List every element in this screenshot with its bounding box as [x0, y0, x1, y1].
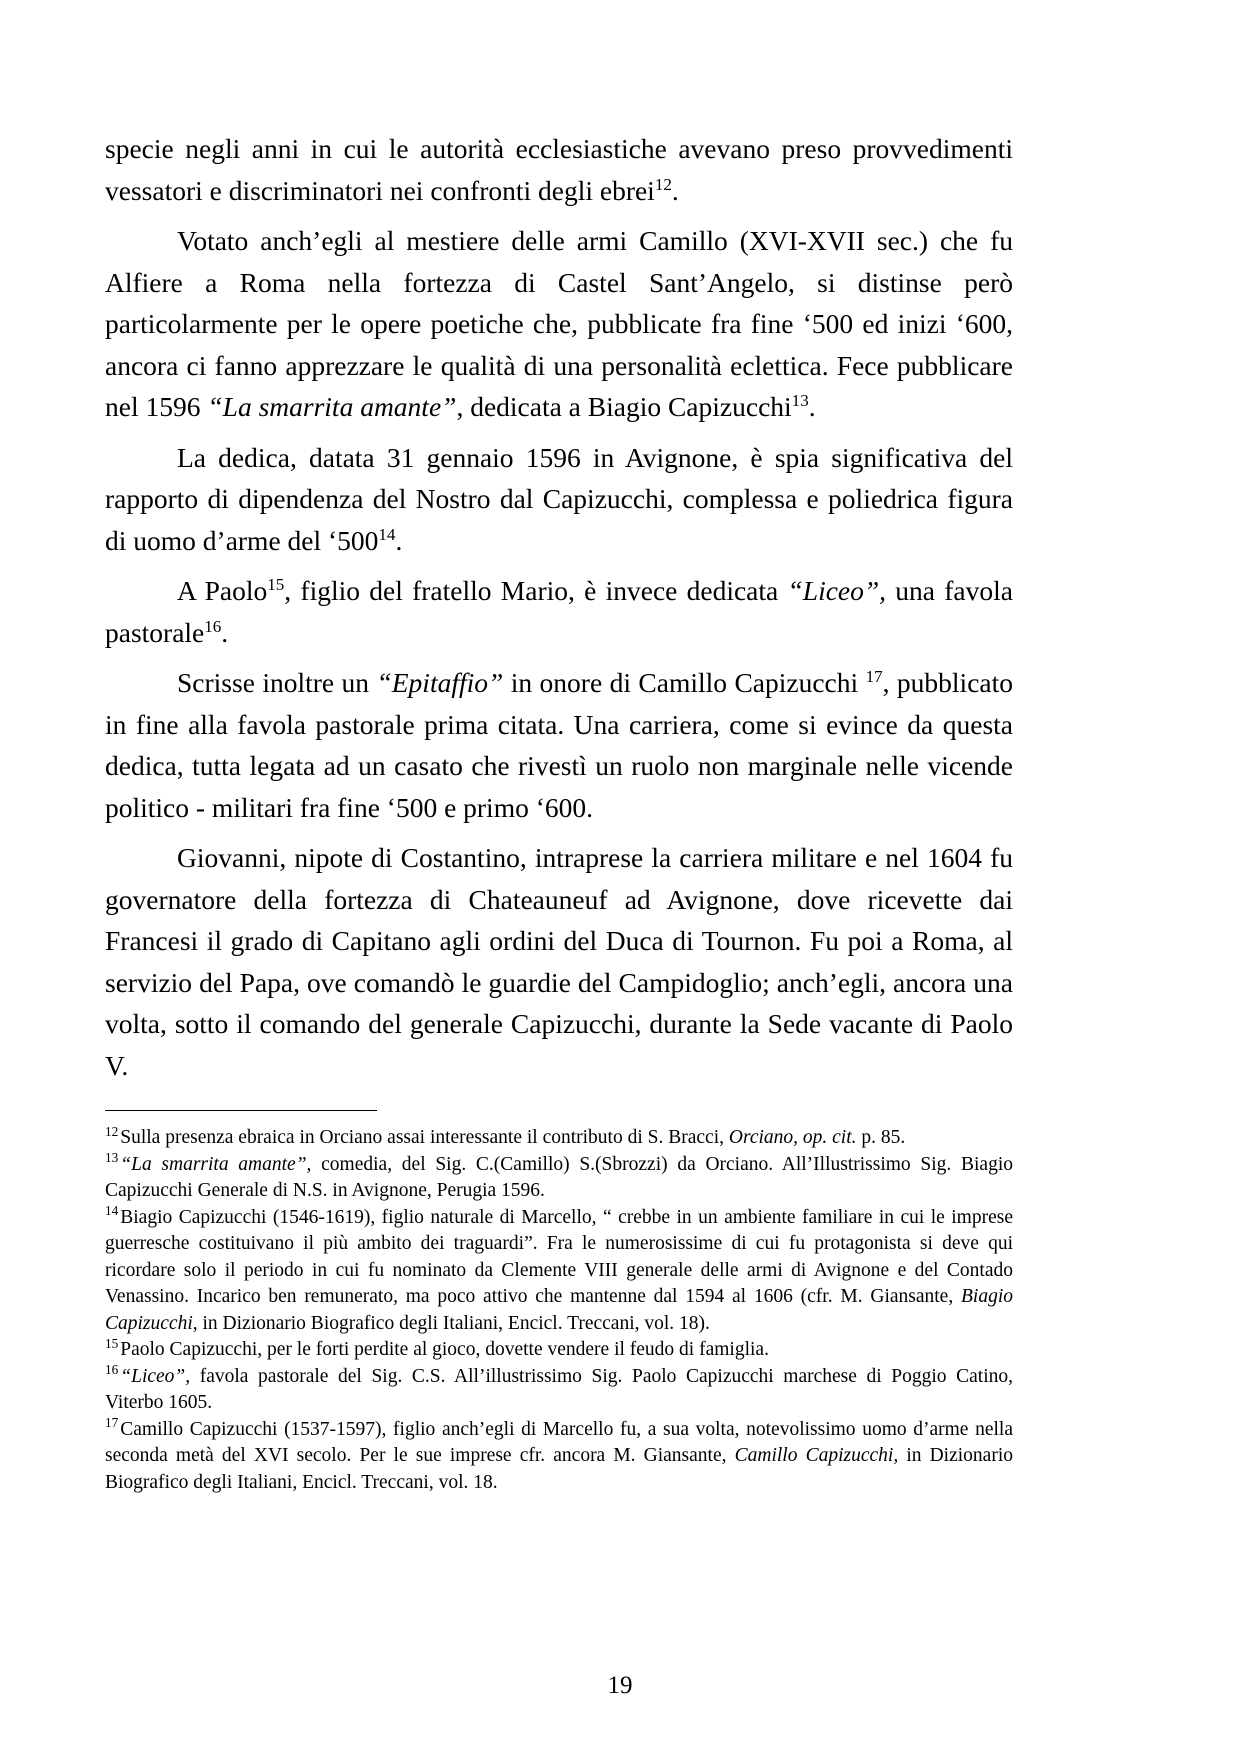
text-run: , pubblicato in fine alla favola pastorale prima citata. Una carriera, come si evince da questa dedica, tutta legata ad un casato che rivestì un ruolo non marginale nelle vicende politico - militari fra fine ‘500 e primo ‘600. — [105, 667, 1013, 823]
footnote-number: 13 — [105, 1150, 119, 1165]
par-dedica — [105, 437, 1013, 562]
text-run: in Dizionario Biografico degli Italiani, Encicl. Treccani, vol. 18. — [105, 1445, 1013, 1493]
text-run: Scrisse inoltre un — [177, 667, 377, 698]
italic-title-text: “Liceo”, — [120, 1365, 191, 1387]
footnote-12 — [105, 1125, 1013, 1152]
footnote-list — [105, 1125, 1013, 1496]
text-run: . — [221, 616, 229, 648]
italic-title-text: “Liceo”, — [787, 575, 887, 606]
footnote-reference-marker: 12 — [654, 174, 672, 194]
par-epitaffio — [105, 662, 1013, 828]
text-run: p. 85. — [856, 1127, 906, 1148]
footnote-reference-marker: 16 — [204, 616, 222, 636]
page-number: 19 — [607, 1672, 633, 1699]
footnote-13 — [105, 1152, 1013, 1205]
text-run: Votato anch’egli al mestiere delle armi Camillo (XVI-XVII sec.) che fu Alfiere a Roma nella fortezza di Castel Sant’Angelo, si distinse però particolarmente per le opere poetiche che, pubblicate fra fine ‘500 ed inizi ‘600, ancora ci fanno apprezzare le qualità di una personalità eclettica. Fece pubblicare nel 1596 — [105, 225, 1013, 422]
footnote-separator-rule — [105, 1110, 377, 1111]
footnote-reference-marker: 14 — [378, 524, 396, 544]
footnote-reference-marker: 13 — [791, 390, 809, 410]
text-run: Giovanni, nipote di Costantino, intraprese la carriera militare e nel 1604 fu governatore della fortezza di Chateauneuf ad Avignone, dove ricevette dai Francesi il grado di Capitano agli ordini del Duca di Tournon. Fu poi a Roma, al servizio del Papa, ove comandò le guardie del Campidoglio; anch’egli, ancora una volta, sotto il comando del generale Capizucchi, durante la Sede vacante di Paolo V. — [105, 842, 1013, 1081]
text-run: comedia, del Sig. C.(Camillo) S.(Sbrozzi) da Orciano. All’Illustrissimo Sig. Biagio Capizucchi Generale di N.S. in Avignone, Perugia 1596. — [105, 1153, 1013, 1201]
footnote-15 — [105, 1337, 1013, 1364]
text-run: specie negli anni in cui le autorità ecclesiastiche avevano preso provvedimenti vessatori e discriminatori nei confronti degli ebrei — [105, 133, 1013, 206]
italic-title-text: Biagio Capizucchi, — [105, 1286, 1013, 1334]
par-paolo — [105, 570, 1013, 653]
footnote-number: 17 — [105, 1415, 119, 1430]
text-run: . — [395, 524, 403, 556]
text-run: A Paolo — [177, 575, 268, 606]
footnote-14 — [105, 1205, 1013, 1338]
text-run: . — [671, 174, 679, 206]
text-run: in onore di Camillo Capizucchi — [503, 667, 866, 698]
body-text-column — [105, 128, 1013, 1095]
text-run: Camillo Capizucchi (1537-1597), figlio anch’egli di Marcello fu, a sua volta, notevolissimo uomo d’arme nella seconda metà del XVI secolo. Per le sue imprese cfr. ancora M. Giansante, — [105, 1418, 1013, 1466]
footnote-number: 14 — [105, 1203, 119, 1218]
italic-title-text: “La smarrita amante”, — [120, 1153, 312, 1175]
text-run: una favola pastorale — [105, 575, 1013, 648]
text-run: La dedica, datata 31 gennaio 1596 in Avignone, è spia significativa del rapporto di dipendenza del Nostro dal Capizucchi, complessa e poliedrica figura di uomo d’arme del ‘500 — [105, 441, 1013, 556]
footnote-17 — [105, 1417, 1013, 1497]
par-camillo — [105, 220, 1013, 428]
footnote-number: 12 — [105, 1123, 119, 1139]
text-run: favola pastorale del Sig. C.S. All’illustrissimo Sig. Paolo Capizucchi marchese di Poggio Catino, Viterbo 1605. — [105, 1365, 1013, 1413]
text-run: Biagio Capizucchi (1546-1619), figlio naturale di Marcello, “ crebbe in un ambiente familiare in cui le imprese guerresche costituivano il più ambito dei traguardi”. Fra le numerosissime di cui fu protagonista si deve qui ricordare solo il periodo in cui fu nominato da Clemente VIII generale delle armi di Avignone e del Contado Venassino. Incarico ben remunerato, ma poco attivo che mantenne dal 1594 al 1606 (cfr. M. Giansante, — [105, 1206, 1013, 1307]
footnote-reference-marker: 15 — [267, 574, 285, 594]
italic-title-text: Orciano, op. cit. — [728, 1127, 857, 1148]
text-run: . — [808, 391, 816, 422]
italic-title-text: “Epitaffio” — [376, 667, 504, 698]
italic-title-text: “La smarrita amante” — [207, 391, 457, 422]
par-giovanni — [105, 837, 1013, 1086]
text-run: , dedicata a Biagio Capizucchi — [456, 391, 792, 422]
footnote-number: 15 — [105, 1335, 119, 1351]
text-run: Sulla presenza ebraica in Orciano assai interessante il contributo di S. Bracci, — [120, 1127, 729, 1148]
footnote-area — [105, 1110, 1013, 1496]
text-run: , figlio del fratello Mario, è invece dedicata — [284, 575, 788, 606]
italic-title-text: Camillo Capizucchi, — [734, 1445, 899, 1466]
footnote-16 — [105, 1364, 1013, 1417]
text-run: in Dizionario Biografico degli Italiani, Encicl. Treccani, vol. 18). — [197, 1312, 710, 1334]
par-ebrei — [105, 128, 1013, 211]
footnote-reference-marker: 17 — [865, 666, 883, 686]
text-run: Paolo Capizucchi, per le forti perdite al gioco, dovette vendere il feudo di famiglia. — [120, 1339, 769, 1360]
footnote-number: 16 — [105, 1362, 119, 1377]
